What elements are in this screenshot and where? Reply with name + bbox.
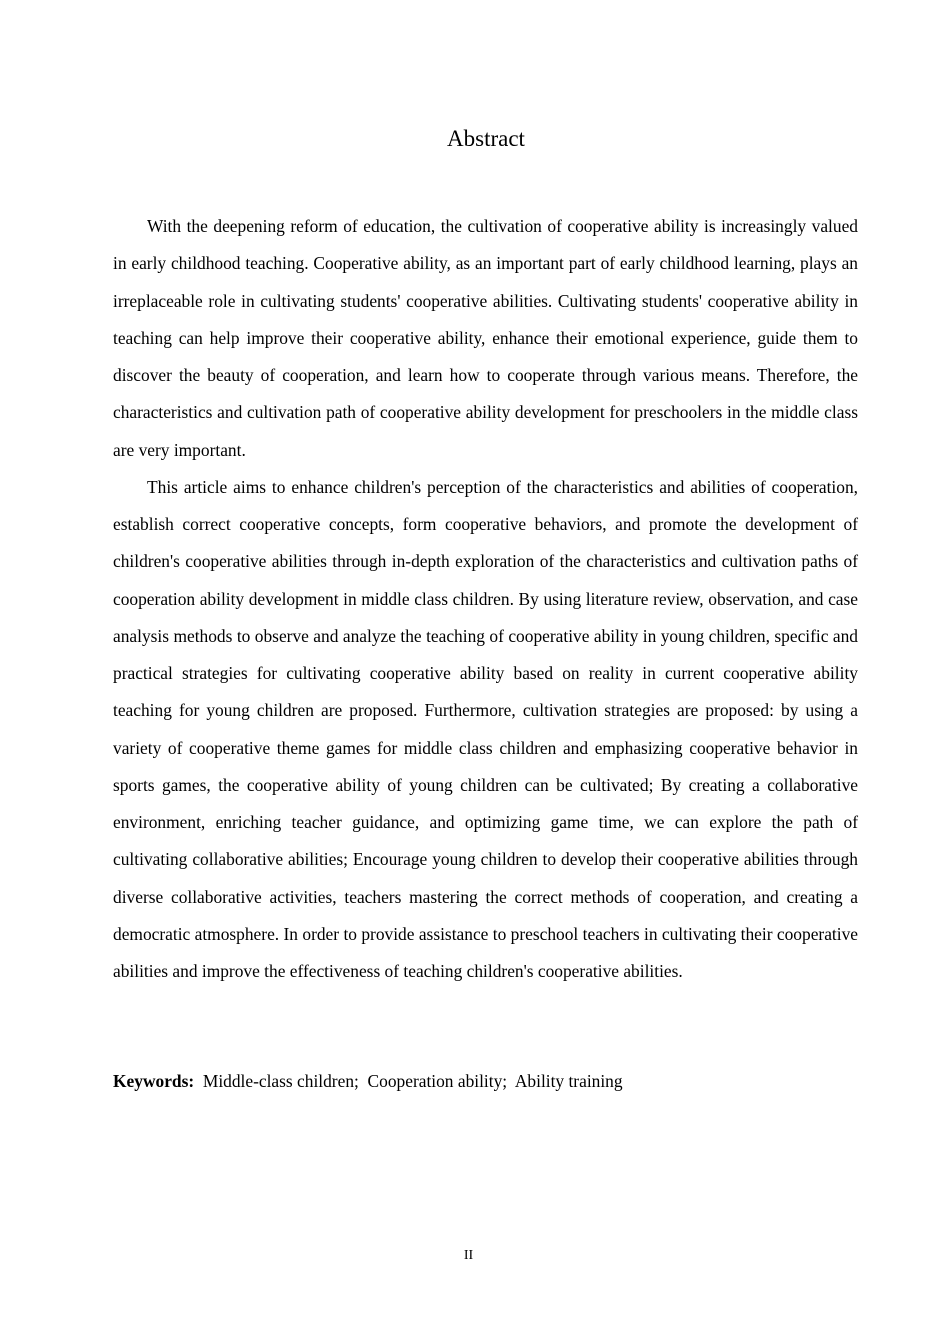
abstract-paragraph-1: With the deepening reform of education, the cultivation of cooperative ability is increasingly valued in early childhood teaching. Cooperative ability, as an important part of early childhood learning, plays an irreplaceable role in cultivating students' cooperative abilities. Cultivating students' cooperative ability in teaching can help improve their cooperative ability, enhance their emotional experience, guide them to discover the beauty of cooperation, and learn how to cooperate through various means. Therefore, the characteristics and cultivation path of cooperative ability development for preschoolers in the middle class are very important. [113, 216, 858, 460]
abstract-body [113, 208, 858, 990]
keywords-list: Middle-class children; Cooperation ability; Ability training [194, 1071, 623, 1091]
abstract-title: Abstract [447, 126, 525, 151]
abstract-paragraph-2: This article aims to enhance children's perception of the characteristics and abilities of cooperation, establish correct cooperative concepts, form cooperative behaviors, and promote the development of children's cooperative abilities through in-depth exploration of the characteristics and cultivation paths of cooperation ability development in middle class children. By using literature review, observation, and case analysis methods to observe and analyze the teaching of cooperative ability in young children, specific and practical strategies for cultivating cooperative ability based on reality in current cooperative ability teaching for young children are proposed. Furthermore, cultivation strategies are proposed: by using a variety of cooperative theme games for middle class children and emphasizing cooperative behavior in sports games, the cooperative ability of young children can be cultivated; By creating a collaborative environment, enriching teacher guidance, and optimizing game time, we can explore the path of cultivating collaborative abilities; Encourage young children to develop their cooperative abilities through diverse collaborative activities, teachers mastering the correct methods of cooperation, and creating a democratic atmosphere. In order to provide assistance to preschool teachers in cultivating their cooperative abilities and improve the effectiveness of teaching children's cooperative abilities. [113, 476, 858, 981]
page-number: II [463, 1248, 474, 1263]
keywords-line [113, 1066, 858, 1096]
keywords-label: Keywords: [113, 1071, 195, 1091]
